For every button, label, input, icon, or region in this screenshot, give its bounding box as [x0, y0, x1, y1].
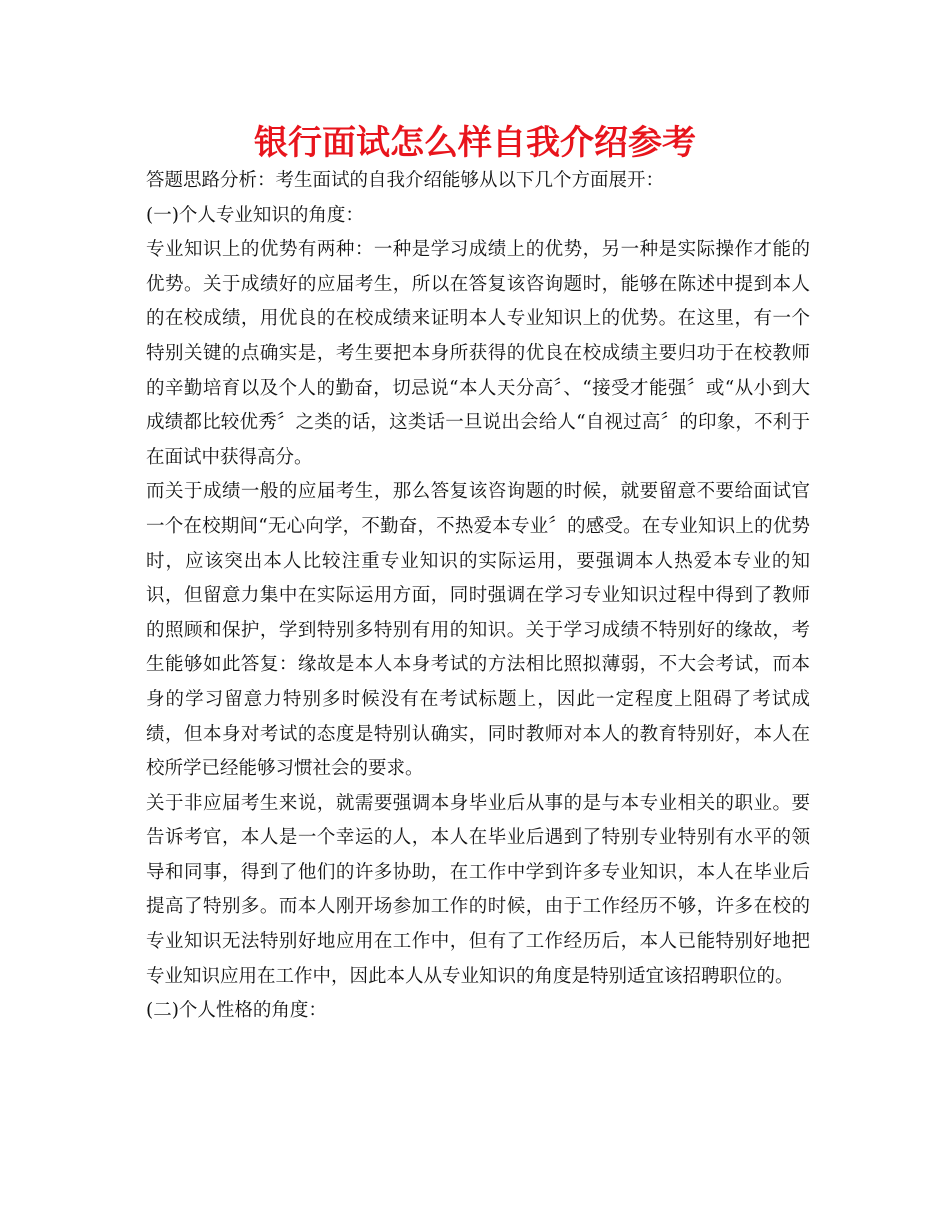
- document-title: 银行面试怎么样自我介绍参考: [254, 123, 696, 163]
- paragraph-professional-advantage: 专业知识上的优势有两种：一种是学习成绩上的优势，另一种是实际操作才能的优势。关于成绩好的应届考生，所以在答复该咨询题时，能够在陈述中提到本人的在校成绩，用优良的在校成绩来证明本人专业知识上的优势。在这里，有一个特别关键的点确实是，考生要把本身所获得的优良在校成绩主要归功于在校教师的辛勤培育以及个人的勤奋，切忌说“本人天分高〞、“接受才能强〞或“从小到大成绩都比较优秀〞之类的话，这类话一旦说出会给人“自视过高〞的印象，不利于在面试中获得高分。: [146, 239, 810, 468]
- section-heading-2: (二)个人性格的角度：: [146, 1000, 327, 1022]
- paragraph-average-grades: 而关于成绩一般的应届考生，那么答复该咨询题的时候，就要留意不要给面试官一个在校期间“无心向学，不勤奋，不热爱本专业〞的感受。在专业知识上的优势时，应该突出本人比较注重专业知识的实际运用，要强调本人热爱本专业的知识，但留意力集中在实际运用方面，同时强调在学习专业知识过程中得到了教师的照顾和保护，学到特别多特别有用的知识。关于学习成绩不特别好的缘故，考生能够如此答复：缘故是本人本身考试的方法相比照拟薄弱，不大会考试，而本身的学习留意力特别多时候没有在考试标题上，因此一定程度上阻碍了考试成绩，但本身对考试的态度是特别认确实，同时教师对本人的教育特别好，本人在校所学已经能够习惯社会的要求。: [146, 481, 810, 780]
- paragraph-intro: 答题思路分析：考生面试的自我介绍能够从以下几个方面展开：: [146, 170, 665, 191]
- paragraph-non-graduate: 关于非应届考生来说，就需要强调本身毕业后从事的是与本专业相关的职业。要告诉考官，本人是一个幸运的人，本人在毕业后遇到了特别专业特别有水平的领导和同事，得到了他们的许多协助，在工作中学到许多专业知识，本人在毕业后提高了特别多。而本人刚开场参加工作的时候，由于工作经历不够，许多在校的专业知识无法特别好地应用在工作中，但有了工作经历后，本人已能特别好地把专业知识应用在工作中，因此本人从专业知识的角度是特别适宜该招聘职位的。: [146, 792, 810, 987]
- section-heading-1: (一)个人专业知识的角度：: [146, 204, 364, 226]
- document-body: [146, 164, 810, 1029]
